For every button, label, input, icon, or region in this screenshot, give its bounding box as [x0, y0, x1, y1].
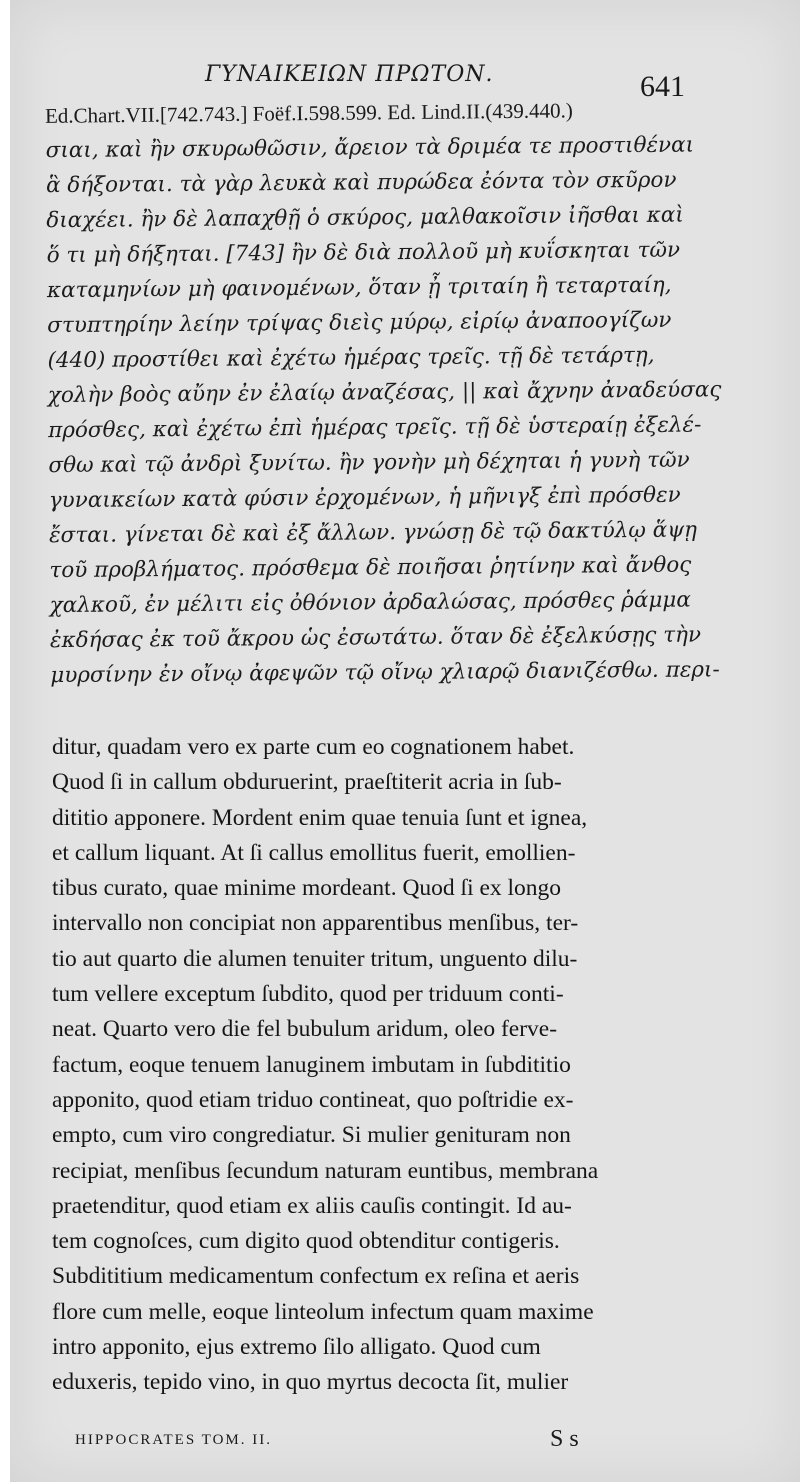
latin-line: Quod ſi in callum obduruerint, praeſtiterit acria in ſub-	[52, 769, 562, 796]
latin-line: dititio apponere. Mordent enim quae tenuia ſunt et ignea,	[52, 804, 588, 831]
page-footer	[10, 1426, 800, 1462]
page-header	[10, 62, 800, 102]
latin-line: tum vellere exceptum ſubdito, quod per triduum conti-	[52, 981, 564, 1008]
latin-line: eduxeris, tepido vino, in quo myrtus decocta ſit, mulier	[52, 1369, 569, 1396]
edition-reference-line: Ed.Chart.VII.[742.743.] Foëf.I.598.599. Ed. Lind.II.(439.440.)	[44, 98, 573, 128]
greek-line: ἐκδήσας ἐκ τοῦ ἄκρου ὡς ἐσωτάτω. ὅταν δὲ ἐξελκύσῃς τὴν	[49, 622, 702, 654]
greek-line: (440) προστίθει καὶ ἐχέτω ἡμέρας τρεῖς. τῇ δὲ τετάρτῃ,	[47, 342, 655, 374]
signature-mark: S s	[550, 1426, 579, 1452]
page-number: 641	[640, 70, 685, 103]
greek-line: σθω καὶ τῷ ἀνδρὶ ξυνίτω. ἢν γονὴν μὴ δέχηται ἡ γυνὴ τῶν	[48, 447, 690, 479]
greek-line: χαλκοῦ, ἐν μέλιτι εἰς ὀθόνιον ἀρδαλώσας, πρόσθες ῥάμμα	[49, 587, 691, 619]
greek-line: πρόσθες, καὶ ἐχέτω ἐπὶ ἡμέρας τρεῖς. τῇ δὲ ὑστεραίῃ ἐξελέ-	[48, 412, 702, 444]
book-page	[10, 0, 800, 1482]
latin-line: empto, cum viro congrediatur. Si mulier genituram non	[52, 1122, 571, 1149]
greek-line: μυρσίνην ἐν οἴνῳ ἀφεψῶν τῷ οἴνῳ χλιαρῷ διανιζέσθω. περι-	[50, 657, 720, 689]
greek-text-block	[46, 127, 776, 693]
latin-line: tem cognoſces, cum digito quod obtenditur contigeris.	[52, 1228, 560, 1255]
latin-line: tio aut quarto die alumen tenuiter tritum, unguento dilu-	[52, 945, 578, 972]
latin-line: factum, eoque tenuem lanuginem imbutam in ſubdititio	[52, 1051, 571, 1078]
latin-line: neat. Quarto vero die fel bubulum aridum, oleo ferve-	[52, 1016, 558, 1043]
latin-line: Subdititium medicamentum confectum ex reſina et aeris	[52, 1263, 580, 1290]
latin-line: intervallo non concipiat non apparentibus menſibus, ter-	[52, 910, 579, 937]
latin-line: ditur, quadam vero ex parte cum eo cognationem habet.	[52, 734, 575, 760]
greek-line: διαχέει. ἢν δὲ λαπαχθῇ ὁ σκύρος, μαλθακοῖσιν ἰῆσθαι καὶ	[46, 202, 684, 234]
greek-line: χολὴν βοὸς αὔην ἐν ἐλαίῳ ἀναζέσας, || καὶ ἄχνην ἀναδεύσας	[47, 377, 722, 409]
latin-line: praetenditur, quod etiam ex aliis cauſis contingit. Id au-	[52, 1192, 572, 1219]
latin-line: apponito, quod etiam triduo contineat, quo poſtridie ex-	[52, 1086, 574, 1113]
greek-line: καταμηνίων μὴ φαινομένων, ὅταν ᾖ τριταίη ἢ τεταρταίη,	[46, 272, 672, 304]
greek-line: ἃ δήξονται. τὰ γὰρ λευκὰ καὶ πυρώδεα ἐόντα τὸν σκῦρον	[45, 167, 677, 199]
greek-line: στυπτηρίην λείην τρίψας διεὶς μύρῳ, εἰρίῳ ἀναποογίζων	[47, 307, 672, 339]
latin-line: tibus curato, quae minime mordeant. Quod ſi ex longo	[52, 875, 562, 902]
greek-line: ἔσται. γίνεται δὲ καὶ ἐξ ἄλλων. γνώσῃ δὲ τῷ δακτύλῳ ἅψῃ	[48, 517, 698, 549]
greek-line: γυναικείων κατὰ φύσιν ἐρχομένων, ἡ μῆνιγξ ἐπὶ πρόσθεν	[48, 482, 681, 514]
latin-line: intro apponito, ejus extremo ſilo alligato. Quod cum	[52, 1334, 541, 1361]
greek-line: σιαι, καὶ ἢν σκυρωθῶσιν, ἄρειον τὰ δριμέα τε προστιθέναι	[45, 132, 695, 164]
latin-line: recipiat, menſibus ſecundum naturam euntibus, membrana	[52, 1157, 599, 1184]
greek-line: ὅ τι μὴ δήξηται. [743] ἢν δὲ διὰ πολλοῦ μὴ κυΐσκηται τῶν	[46, 237, 681, 269]
greek-line: τοῦ προβλήματος. πρόσθεμα δὲ ποιῆσαι ῥητίνην καὶ ἄνθος	[49, 552, 692, 584]
footer-title: HIPPOCRATES TOM. II.	[75, 1432, 272, 1448]
latin-text-block	[52, 730, 787, 1401]
running-title: ΓΥΝΑΙΚΕΙΩΝ ΠΡΩΤΟΝ.	[205, 62, 494, 87]
latin-line: et callum liquant. At ſi callus emollitus fuerit, emollien-	[52, 839, 576, 866]
latin-line: flore cum melle, eoque linteolum infectum quam maxime	[52, 1298, 594, 1325]
